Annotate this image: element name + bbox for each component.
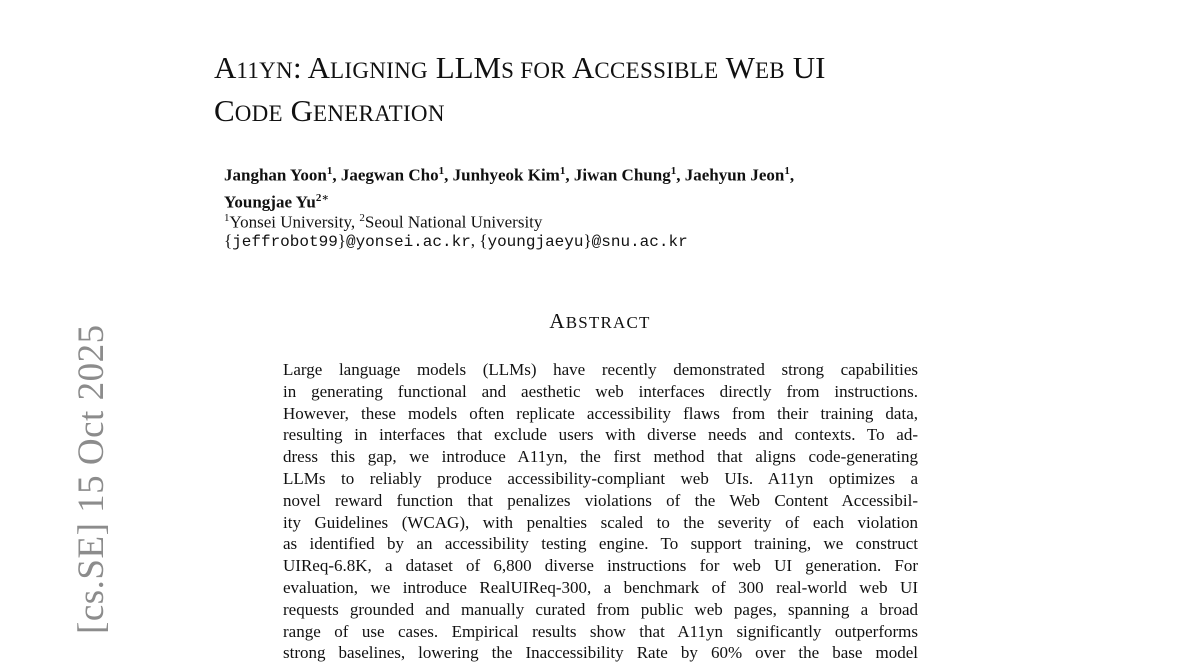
email-user: jeffrobot99 (232, 233, 338, 251)
author-affiliation-mark: 1 (784, 165, 790, 177)
abstract-line: as identified by an accessibility testing engine. To support training, we construct (283, 534, 918, 554)
abstract-line: However, these models often replicate accessibility flaws from their training data, (283, 403, 918, 423)
email-domain: @snu.ac.kr (591, 233, 688, 251)
abstract-line: ity Guidelines (WCAG), with penalties scaled to the severity of each violation (283, 512, 918, 532)
author-name: Jaegwan Cho (340, 165, 439, 185)
author-emails: {jeffrobot99}@yonsei.ac.kr, {youngjaeyu}@snu.ac.kr (224, 231, 688, 251)
abstract-line: dress this gap, we introduce A11yn, the first method that aligns code-generating (283, 447, 918, 467)
author-affiliation-mark: 1 (326, 165, 333, 177)
email-user: youngjaeyu (487, 233, 584, 251)
abstract-line: Large language models (LLMs) have recently demonstrated strong capabilities (283, 360, 918, 379)
abstract-line: novel reward function that penalizes violations of the Web Content Accessibil- (283, 490, 918, 510)
abstract-line: requests grounded and manually curated from public web pages, spanning a broad (283, 599, 918, 619)
author-name: Janghan Yoon (224, 165, 327, 185)
abstract-heading: ABSTRACT (549, 309, 651, 333)
author-affiliation-mark: 1 (559, 165, 566, 177)
abstract-line: in generating functional and aesthetic web interfaces directly from instructions. (283, 381, 918, 401)
title-line-2: CODE GENERATION (214, 93, 445, 128)
author-name: Jiwan Chung (573, 165, 671, 185)
abstract-line: resulting in interfaces that exclude users with diverse needs and contexts. To ad- (283, 425, 918, 445)
author-affiliation-mark: 1 (670, 165, 677, 177)
abstract-line: evaluation, we introduce RealUIReq-300, a benchmark of 300 real-world web UI (283, 577, 918, 597)
abstract-line: LLMs to reliably produce accessibility-compliant web UIs. A11yn optimizes a (283, 468, 918, 488)
email-domain: @yonsei.ac.kr (345, 233, 471, 251)
arxiv-identifier-text: [cs.SE] 15 Oct 2025 (71, 324, 112, 634)
author-affiliation-mark: 1 (438, 165, 445, 177)
author-name: Youngjae Yu (224, 192, 316, 212)
affiliation-name: Yonsei University (229, 212, 351, 232)
paper-title (214, 48, 1114, 134)
author-name: Jaehyun Jeon (684, 165, 785, 185)
abstract-line: range of use cases. Empirical results show that A11yn significantly outperforms (283, 621, 918, 641)
affiliation-name: Seoul National University (364, 212, 543, 232)
abstract-line: UIReq-6.8K, a dataset of 6,800 diverse instructions for web UI generation. For (283, 556, 918, 576)
author-list: Janghan Yoon$^1$, Jaegwan Cho$^1$, Junhyeok Kim$^1$, Jiwan Chung$^1$, Jaehyun Jeon$^1$, Youngjae $Yu^{2∗}$ (224, 165, 795, 212)
abstract-line: strong baselines, lowering the Inaccessibility Rate by 60% over the base model (283, 643, 918, 663)
arxiv-sidebar-stamp (28, 324, 112, 654)
affiliations: $^1$Yonsei University, $^2$Seoul National University (224, 212, 543, 232)
author-name: Junhyeok Kim (452, 165, 560, 185)
author-affiliation-mark: 2∗ (315, 191, 329, 204)
abstract-text (283, 359, 918, 664)
title-line-1: A11YN: ALIGNING LLMS FOR ACCESSIBLE WEB UI (214, 50, 826, 85)
